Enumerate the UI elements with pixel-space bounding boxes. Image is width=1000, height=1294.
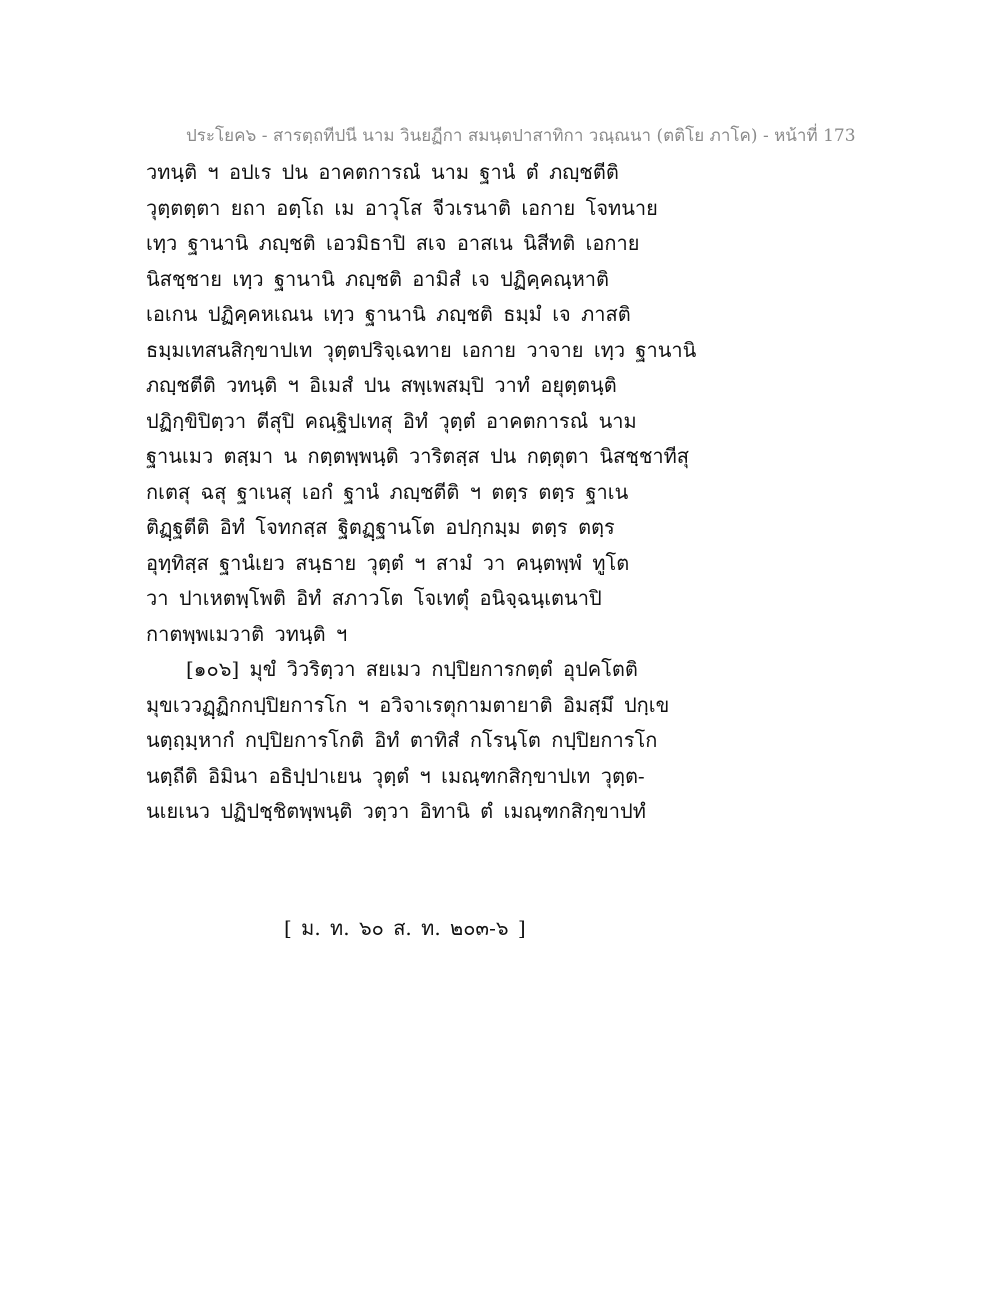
text-line: ปฏิกฺขิปิตฺวา ตีสุปิ คณฺฐิปเทสุ อิทํ วุตฺตํ อาคตการณํ นาม xyxy=(146,408,637,433)
text-line: มุขเววฏฺฏิกกปฺปิยการโก ฯ อวิจาเรตุกามตายาติ อิมสฺมึ ปกฺเข xyxy=(146,692,670,717)
reference-footnote: [ ม. ท. ๖๐ ส. ท. ๒๐๓-๖ ] xyxy=(284,916,526,940)
text-line: ติฏฺฐตีติ อิทํ โจทกสฺส ฐิตฏฺฐานโต อปกฺกมฺม ตตฺร ตตฺร xyxy=(146,515,615,539)
text-line: กเตสุ ฉสุ ฐาเนสุ เอกํ ฐานํ ภญฺชตีติ ฯ ตตฺร ตตฺร ฐาเน xyxy=(146,479,629,504)
text-line: วทนฺติ ฯ อปเร ปน อาคตการณํ นาม ฐานํ ตํ ภญฺชตีติ xyxy=(146,160,619,184)
paragraph-start-line: [๑๐๖] มุขํ วิวริตฺวา สยเมว กปฺปิยการกตฺตํ อุปคโตติ xyxy=(186,657,638,681)
text-line: เอเกน ปฏิคฺคหเณน เทฺว ฐานานิ ภญฺชติ ธมฺมํ เจ ภาสติ xyxy=(146,302,631,326)
text-line: ภญฺชตีติ วทนฺติ ฯ อิเมสํ ปน สพฺเพสมฺปิ วาทํ อยุตฺตนฺติ xyxy=(146,373,617,397)
text-line: นิสชฺชาย เทฺว ฐานานิ ภญฺชติ อามิสํ เจ ปฏิคฺคณฺหาติ xyxy=(146,266,610,291)
text-line: วุตฺตตฺตา ยถา อตฺโถ เม อาวุโส จีวเรนาติ เอกาย โจทนาย xyxy=(146,195,658,220)
text-line: เทฺว ฐานานิ ภญฺชติ เอวมิธาปิ สเจ อาสเน นิสีทติ เอกาย xyxy=(146,231,640,255)
body-text xyxy=(146,155,706,830)
text-line: นเยเนว ปฏิปชฺชิตพฺพนฺติ วตฺวา อิทานิ ตํ เมณฺฑกสิกฺขาปทํ xyxy=(146,799,646,823)
text-line: ธมฺมเทสนสิกฺขาปเท วุตฺตปริจฺเฉทาย เอกาย วาจาย เทฺว ฐานานิ xyxy=(146,337,697,362)
text-line: วา ปาเหตพฺโพติ อิทํ สภาวโต โจเทตุํ อนิจฺฉนฺเตนาปิ xyxy=(146,586,602,610)
text-line: ฐานเมว ตสฺมา น กตฺตพฺพนฺติ วาริตสฺส ปน กตฺตุตา นิสชฺชาทีสุ xyxy=(146,444,690,468)
text-line: นตฺถฺมฺหากํ กปฺปิยการโกติ อิทํ ตาทิสํ กโรนฺโต กปฺปิยการโก xyxy=(146,728,658,752)
text-line: กาตพฺพเมวาติ วทนฺติ ฯ xyxy=(146,621,348,646)
text-line: อุทฺทิสฺส ฐานํเยว สนฺธาย วุตฺตํ ฯ สามํ วา คนฺตพฺพํ ทูโต xyxy=(146,550,630,575)
text-line: นตฺถีติ อิมินา อธิปฺปาเยน วุตฺตํ ฯ เมณฺฑกสิกฺขาปเท วุตฺต- xyxy=(146,763,645,788)
page-header: ประโยค๖ - สารตฺถทีปนี นาม วินยฏีกา สมนฺตปาสาทิกา วณฺณนา (ตติโย ภาโค) - หน้าที่ 173 xyxy=(186,126,856,146)
